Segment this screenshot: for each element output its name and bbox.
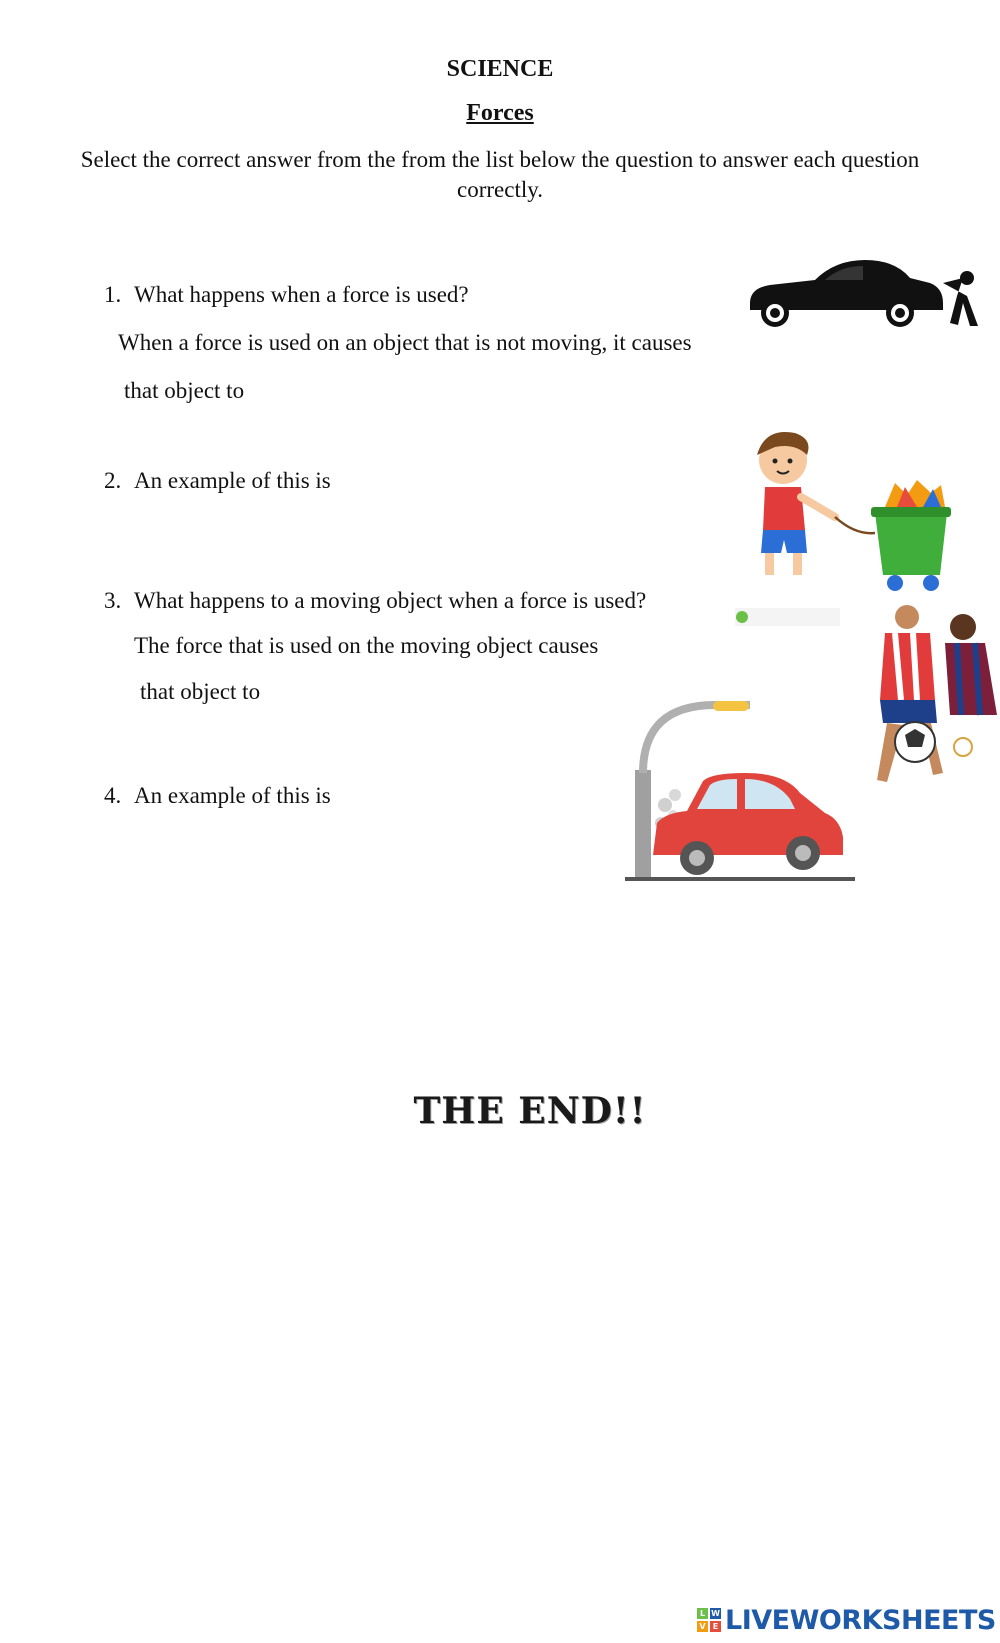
question-1-answer-prompt: When a force is used on an object that is not moving, it causes [118, 330, 692, 355]
question-1-text: What happens when a force is used? [134, 282, 469, 307]
question-1 [104, 282, 469, 308]
liveworksheets-logo [697, 1605, 996, 1635]
question-4-number: 4. [104, 783, 122, 808]
car-crash-icon [625, 695, 860, 890]
logo-text: LIVEWORKSHEETS [725, 1604, 996, 1636]
worksheet-subject: SCIENCE [446, 56, 554, 82]
question-3-text: What happens to a moving object when a force is used? [134, 588, 647, 613]
question-3-answer-prompt-continued: that object to [140, 679, 261, 704]
the-end-text: THE END!! [413, 1090, 647, 1132]
cart-pull-icon [735, 425, 955, 600]
car-push-icon [745, 248, 975, 338]
question-2 [104, 468, 331, 494]
question-1-number: 1. [104, 282, 122, 307]
worksheet-topic: Forces [466, 100, 534, 126]
question-4 [104, 783, 331, 809]
question-3-answer-prompt: The force that is used on the moving object causes [134, 633, 599, 658]
logo-grid-icon: L W V E [697, 1608, 721, 1632]
question-3 [104, 588, 646, 614]
question-2-text: An example of this is [134, 468, 331, 493]
question-3-number: 3. [104, 588, 122, 613]
question-1-answer-prompt-continued: that object to [124, 378, 245, 403]
question-2-number: 2. [104, 468, 122, 493]
worksheet-instructions: Select the correct answer from the from the list below the question to answer each question correctly. [80, 147, 920, 202]
question-4-text: An example of this is [134, 783, 331, 808]
